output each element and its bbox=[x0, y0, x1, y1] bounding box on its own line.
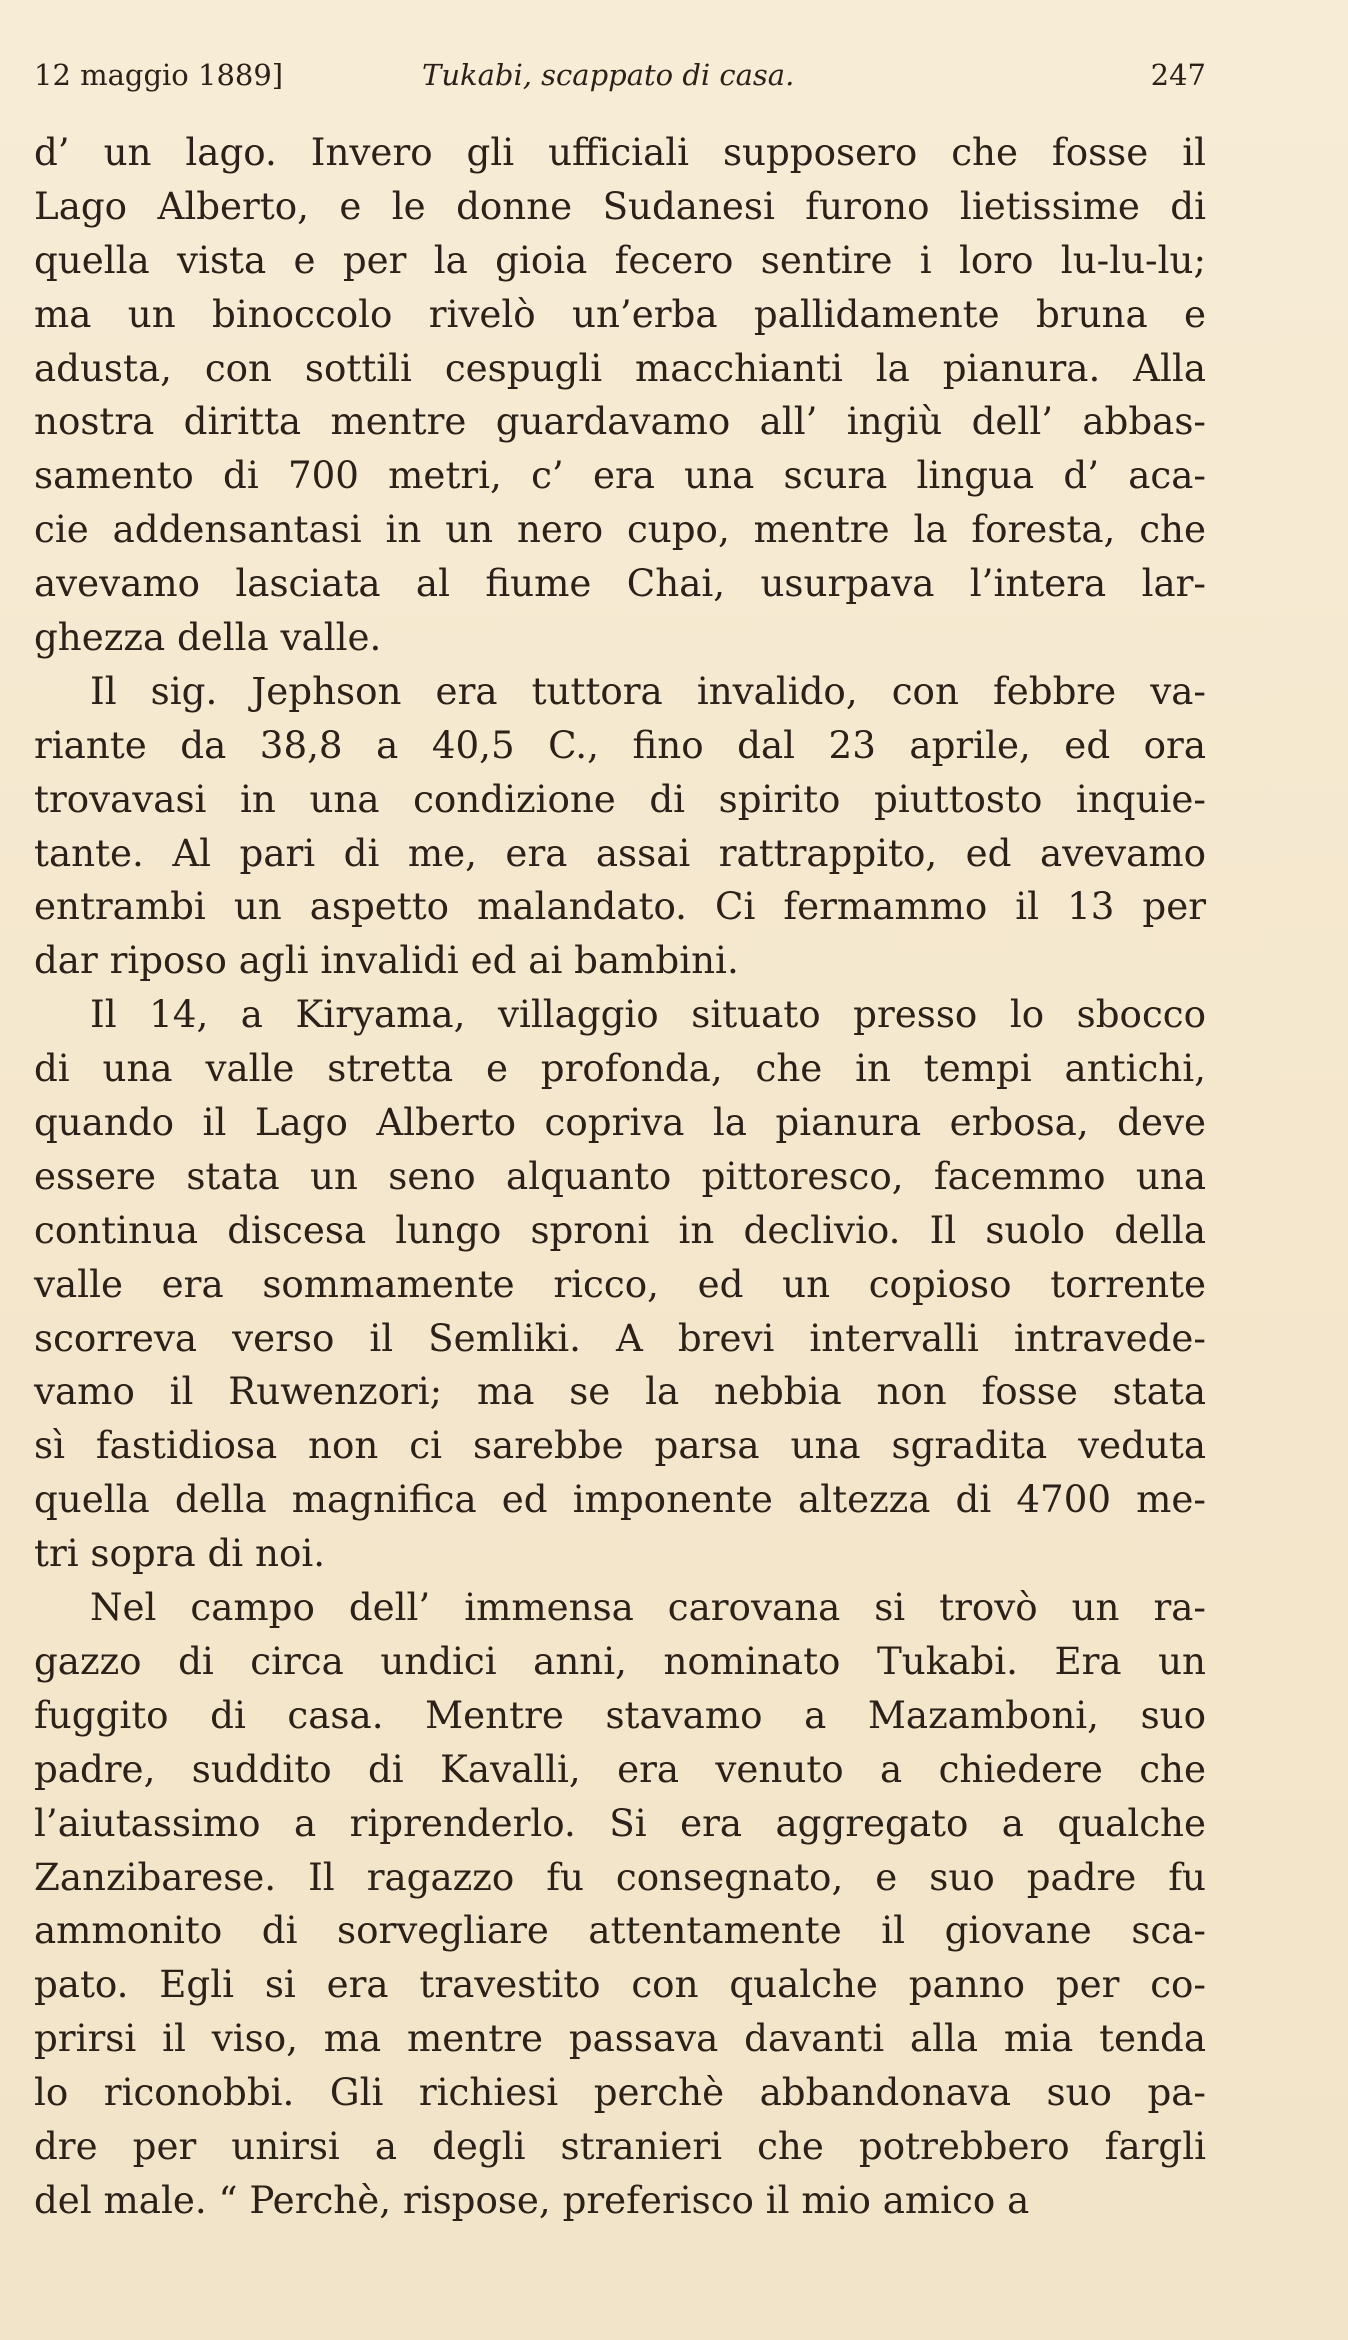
text-line: entrambi un aspetto malandato. Ci fermammo il 13 per bbox=[34, 884, 1206, 929]
header-title: Tukabi, scappato di casa. bbox=[422, 58, 795, 92]
text-line: padre, suddito di Kavalli, era venuto a chiedere che bbox=[34, 1746, 1206, 1791]
text-line: di una valle stretta e profonda, che in tempi antichi, bbox=[34, 1046, 1206, 1091]
text-line: dar riposo agli invalidi ed ai bambini. bbox=[34, 938, 739, 983]
running-header bbox=[34, 52, 1206, 98]
page-number: 247 bbox=[1150, 58, 1206, 92]
text-line: Nel campo dell’ immensa carovana si trovò un ra- bbox=[90, 1585, 1206, 1630]
text-line: trovavasi in una condizione di spirito piuttosto inquie- bbox=[34, 776, 1206, 821]
text-line: ammonito di sorvegliare attentamente il giovane sca- bbox=[34, 1908, 1206, 1953]
text-line: quando il Lago Alberto copriva la pianura erbosa, deve bbox=[34, 1100, 1206, 1145]
text-line: valle era sommamente ricco, ed un copioso torrente bbox=[34, 1261, 1206, 1306]
text-line: riante da 38,8 a 40,5 C., fino dal 23 aprile, ed ora bbox=[34, 722, 1206, 767]
text-line: sì fastidiosa non ci sarebbe parsa una sgradita veduta bbox=[34, 1423, 1206, 1468]
text-line: avevamo lasciata al fiume Chai, usurpava l’intera lar- bbox=[34, 561, 1206, 606]
text-line: nostra diritta mentre guardavamo all’ ingiù dell’ abbas- bbox=[34, 399, 1206, 444]
text-line: adusta, con sottili cespugli macchianti la pianura. Alla bbox=[34, 345, 1206, 390]
text-line: gazzo di circa undici anni, nominato Tukabi. Era un bbox=[34, 1638, 1206, 1683]
text-line: cie addensantasi in un nero cupo, mentre la foresta, che bbox=[34, 507, 1206, 552]
paragraph bbox=[34, 665, 1206, 988]
text-line: ghezza della valle. bbox=[34, 615, 382, 660]
text-line: Il sig. Jephson era tuttora invalido, con febbre va- bbox=[90, 668, 1206, 713]
text-line: d’ un lago. Invero gli ufficiali supposero che fosse il bbox=[34, 130, 1206, 174]
text-line: prirsi il viso, ma mentre passava davanti alla mia tenda bbox=[34, 2016, 1206, 2061]
text-line: tante. Al pari di me, era assai rattrappito, ed avevamo bbox=[34, 830, 1206, 875]
text-line: fuggito di casa. Mentre stavamo a Mazamboni, suo bbox=[34, 1692, 1206, 1737]
text-line: lo riconobbi. Gli richiesi perchè abbandonava suo pa- bbox=[34, 2070, 1206, 2115]
text-line: Lago Alberto, e le donne Sudanesi furono lietissime di bbox=[34, 183, 1206, 228]
text-line: pato. Egli si era travestito con qualche panno per co- bbox=[34, 1962, 1206, 2007]
text-line: tri sopra di noi. bbox=[34, 1531, 326, 1576]
text-line: dre per unirsi a degli stranieri che potrebbero fargli bbox=[34, 2123, 1206, 2168]
text-line: scorreva verso il Semliki. A brevi intervalli intravede- bbox=[34, 1315, 1206, 1360]
text-line: quella della magnifica ed imponente altezza di 4700 me- bbox=[34, 1477, 1206, 1522]
paragraph bbox=[34, 126, 1206, 665]
text-line: Il 14, a Kiryama, villaggio situato presso lo sbocco bbox=[90, 992, 1206, 1037]
text-line: quella vista e per la gioia fecero sentire i loro lu-lu-lu; bbox=[34, 237, 1206, 282]
text-line: samento di 700 metri, c’ era una scura lingua d’ aca- bbox=[34, 453, 1206, 498]
body-text bbox=[34, 126, 1206, 2228]
text-line: continua discesa lungo sproni in declivio. Il suolo della bbox=[34, 1207, 1206, 1252]
text-line: essere stata un seno alquanto pittoresco, facemmo una bbox=[34, 1153, 1206, 1198]
text-line: vamo il Ruwenzori; ma se la nebbia non fosse stata bbox=[34, 1369, 1206, 1414]
header-date: 12 maggio 1889] bbox=[34, 58, 284, 92]
text-line: ma un binoccolo rivelò un’erba pallidamente bruna e bbox=[34, 291, 1206, 336]
text-line: l’aiutassimo a riprenderlo. Si era aggregato a qualche bbox=[34, 1800, 1206, 1845]
text-line: Zanzibarese. Il ragazzo fu consegnato, e suo padre fu bbox=[34, 1854, 1206, 1899]
paragraph bbox=[34, 1581, 1206, 2228]
text-line: del male. “ Perchè, rispose, preferisco il mio amico a bbox=[34, 2177, 1030, 2222]
paragraph bbox=[34, 988, 1206, 1581]
